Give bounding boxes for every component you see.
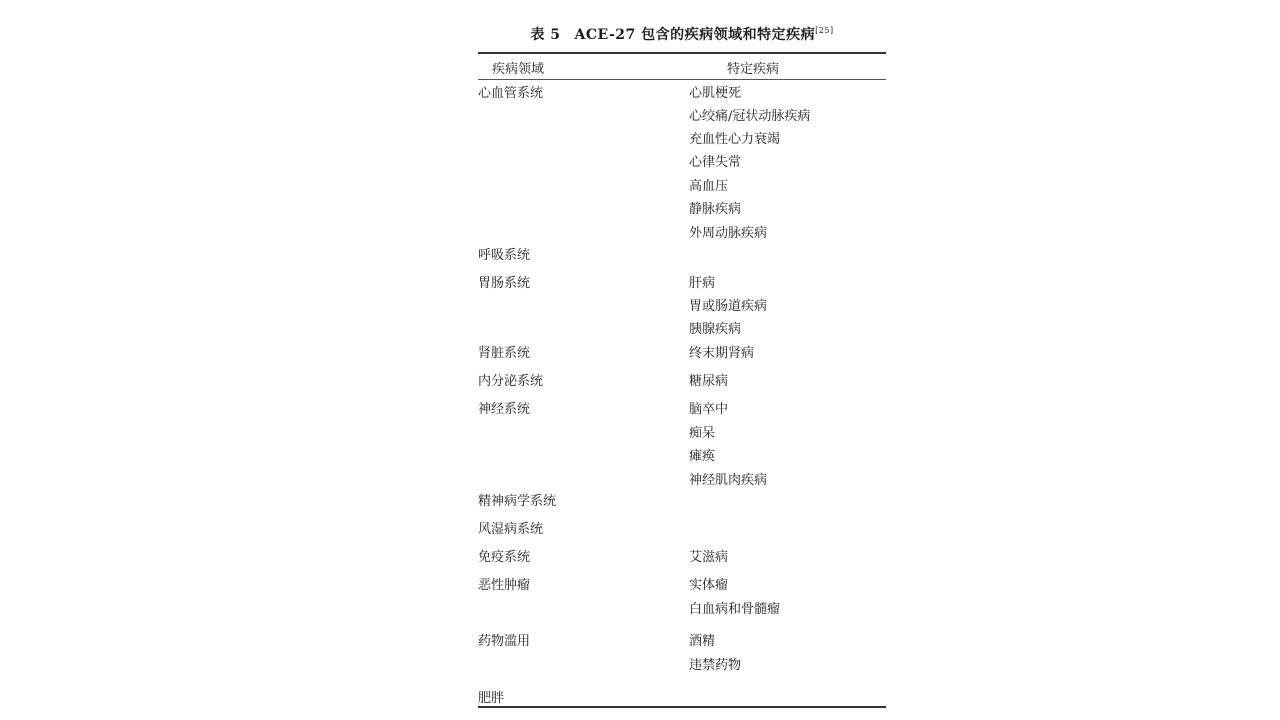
disease-cell: 神经肌肉疾病 [689,473,768,488]
disease-cell: 心律失常 [689,155,742,170]
domain-cell: 肾脏系统 [478,346,531,361]
table-caption [478,24,886,44]
reference-marker: [25] [815,26,834,35]
disease-cell: 高血压 [689,179,729,194]
domain-cell: 风湿病系统 [478,522,544,537]
domain-cell: 胃肠系统 [478,276,531,291]
disease-cell: 胃或肠道疾病 [689,299,768,314]
disease-cell: 胰腺疾病 [689,322,742,337]
disease-cell: 艾滋病 [689,550,729,565]
disease-cell: 实体瘤 [689,578,729,593]
domain-cell: 内分泌系统 [478,374,544,389]
disease-cell: 终末期肾病 [689,346,755,361]
disease-cell: 糖尿病 [689,374,729,389]
disease-cell: 脑卒中 [689,402,729,417]
disease-cell: 瘫痪 [689,449,716,464]
table-top-rule [478,52,886,54]
header-disease-domain: 疾病领域 [492,62,545,77]
domain-cell: 呼吸系统 [478,248,531,263]
disease-cell: 心绞痛/冠状动脉疾病 [689,109,811,124]
disease-cell: 白血病和骨髓瘤 [689,602,781,617]
table-header-rule [478,79,886,80]
disease-cell: 外周动脉疾病 [689,226,768,241]
disease-cell: 违禁药物 [689,658,742,673]
table-label: 表 5 [530,27,561,43]
domain-cell: 药物滥用 [478,634,531,649]
disease-cell: 酒精 [689,634,716,649]
disease-cell: 心肌梗死 [689,86,742,101]
table-bottom-rule [478,706,886,708]
disease-cell: 肝病 [689,276,716,291]
header-specific-disease: 特定疾病 [727,62,780,77]
disease-cell: 充血性心力衰竭 [689,132,781,147]
disease-cell: 静脉疾病 [689,202,742,217]
domain-cell: 心血管系统 [478,86,544,101]
table-title: ACE-27 包含的疾病领域和特定疾病 [574,27,816,43]
domain-cell: 精神病学系统 [478,494,557,509]
domain-cell: 肥胖 [478,691,505,706]
disease-cell: 痴呆 [689,426,716,441]
domain-cell: 神经系统 [478,402,531,417]
domain-cell: 免疫系统 [478,550,531,565]
domain-cell: 恶性肿瘤 [478,578,531,593]
